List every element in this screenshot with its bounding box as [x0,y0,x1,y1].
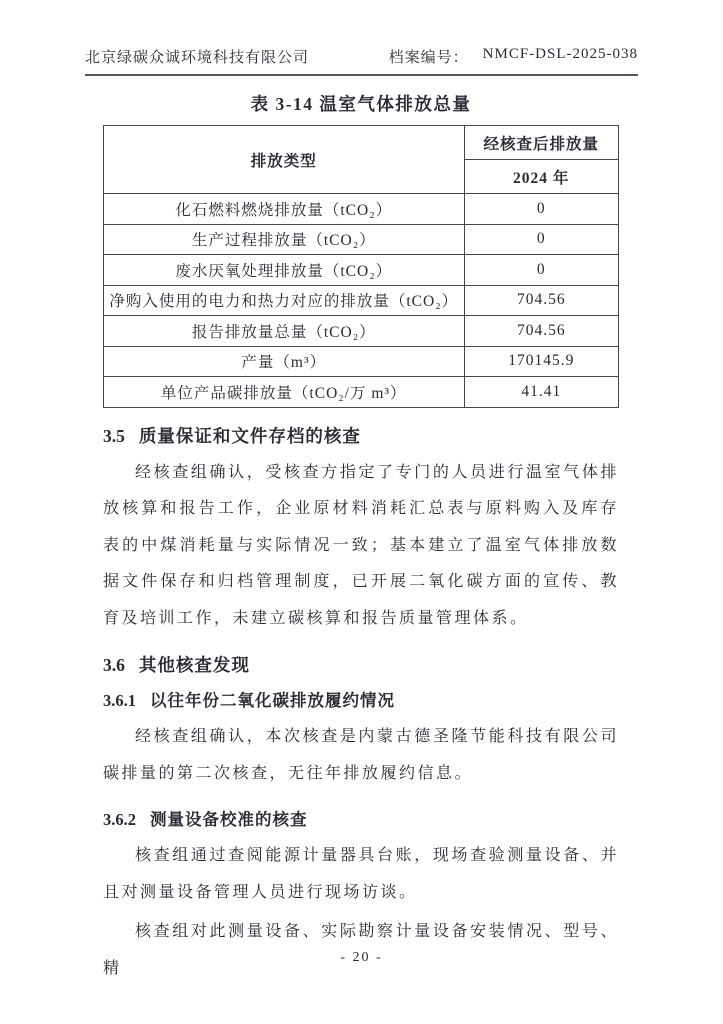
section-heading-3-6-1 [103,685,619,716]
ghg-emissions-table [103,125,619,408]
row-label: 化石燃料燃烧排放量（tCO₂） [104,194,465,225]
row-value: 704.56 [464,285,619,316]
table-row [104,255,619,286]
column-header-year: 2024 年 [464,160,619,194]
section-3-6-2-paragraph-2: 核查组对此测量设备、实际勘察计量设备安装情况、型号、精 [103,923,619,977]
company-name: 北京绿碳众诚环境科技有限公司 [85,50,310,66]
row-label: 废水厌氧处理排放量（tCO₂） [104,255,465,286]
table-row [104,224,619,255]
section-title: 以往年份二氧化碳排放履约情况 [150,691,395,710]
table-caption: 表 3-14 温室气体排放总量 [250,94,472,114]
file-number-group [389,46,638,67]
table-row [104,194,619,225]
row-label: 产量（m³） [104,346,465,377]
file-number-label: 档案编号： [388,50,469,66]
table-row [104,377,619,408]
section-3-6-2-paragraph-1: 核查组通过查阅能源计量器具台账，现场查验测量设备、并且对测量设备管理人员进行现场访谈。 [103,847,619,901]
column-header-emission-type: 排放类型 [104,126,465,194]
row-label: 生产过程排放量（tCO₂） [104,224,465,255]
section-heading-3-6-2 [103,804,619,835]
section-heading-3-6 [103,650,619,681]
section-3-6-1-paragraph: 经核查组确认，本次核查是内蒙古德圣隆节能科技有限公司碳排量的第二次核查，无往年排放履约信息。 [103,728,619,782]
table-row [104,346,619,377]
running-header [85,46,638,76]
row-value: 170145.9 [464,346,619,377]
section-title: 质量保证和文件存档的核查 [138,425,361,446]
row-value: 41.41 [464,377,619,408]
row-label: 单位产品碳排放量（tCO₂/万 m³） [104,377,465,408]
table-row [104,316,619,347]
table-row [104,285,619,316]
section-number: 3.6.1 [103,691,136,710]
section-title: 其他核查发现 [138,655,250,675]
section-heading-3-5 [103,421,619,452]
page-content [103,88,619,987]
row-value: 0 [464,255,619,286]
section-number: 3.6 [103,655,125,675]
section-title: 测量设备校准的核查 [150,810,308,829]
section-3-5-paragraph: 经核查组确认，受核查方指定了专门的人员进行温室气体排放核算和报告工作，企业原材料消耗汇总表与原料购入及库存表的中煤消耗量与实际情况一致；基本建立了温室气体排放数据文件保存和归档管理制度，已开展二氧化碳方面的宣传、教育及培训工作，未建立碳核算和报告质量管理体系。 [103,463,619,627]
section-number: 3.6.2 [103,810,136,829]
section-number: 3.5 [103,425,125,446]
page-number: - 20 - [340,950,383,965]
row-value: 0 [464,224,619,255]
row-label: 报告排放量总量（tCO₂） [104,316,465,347]
row-value: 0 [464,194,619,225]
file-number-value: NMCF-DSL-2025-038 [482,46,638,62]
row-label: 净购入使用的电力和热力对应的排放量（tCO₂） [104,285,465,316]
row-value: 704.56 [464,316,619,347]
table-header-row-1 [104,126,619,160]
column-header-verified-emission: 经核查后排放量 [464,126,619,160]
